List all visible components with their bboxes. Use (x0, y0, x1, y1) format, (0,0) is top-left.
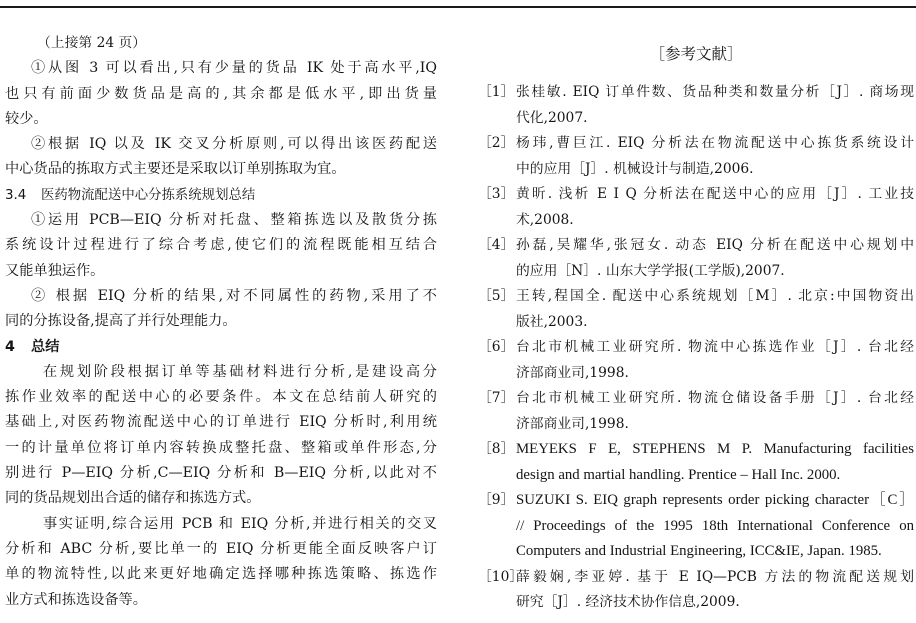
reference-text (516, 233, 914, 284)
reference-number: ［1］ (478, 84, 515, 100)
reference-number: ［8］ (478, 441, 515, 457)
reference-item (478, 565, 914, 616)
text-line: 系统设计过程进行了综合考虑,使它们的流程既能相互结合 (5, 237, 437, 254)
reference-line: 黄昕. 浅析 E I Q 分析法在配送中心的应用［J］. 工业技 (516, 186, 914, 202)
reference-line: Computers and Industrial Engineering, ICC&IE, Japan. 1985. (516, 543, 882, 559)
reference-line: 台北市机械工业研究所. 物流仓储设备手册［J］. 台北经 (516, 390, 914, 406)
top-rule (0, 6, 916, 8)
reference-text (516, 386, 914, 437)
reference-number: ［6］ (478, 339, 515, 355)
reference-number: ［7］ (478, 390, 515, 406)
text-line: 一的计量单位将订单内容转换成整托盘、整箱或单件形态,分 (5, 439, 437, 456)
reference-line: design and martial handling. Prentice – Hall Inc. 2000. (516, 466, 841, 483)
text-line: ② 根据 EIQ 分析的结果,对不同属性的药物,采用了不 (31, 287, 437, 304)
reference-item (478, 284, 914, 335)
reference-item (478, 437, 914, 488)
text-line: 又能单独运作。 (5, 262, 105, 279)
reference-line: 版社,2003. (516, 313, 588, 330)
reference-number: ［4］ (478, 237, 515, 253)
reference-line: SUZUKI S. EIQ graph represents order picking character［C］ (516, 492, 914, 508)
reference-list (478, 80, 914, 616)
section-heading-3-4 (5, 183, 437, 208)
paragraph-conclusion-2 (5, 512, 437, 613)
paragraph-eiq-results (5, 284, 437, 335)
text-line: 拣作业效率的配送中心的必要条件。本文在总结前人研究的 (5, 389, 437, 406)
section-title: 总结 (31, 338, 60, 355)
section-number: 4 (5, 338, 15, 355)
reference-item (478, 131, 914, 182)
reference-item (478, 386, 914, 437)
paragraph-pcb-eiq (5, 208, 437, 284)
text-line: 在规划阶段根据订单等基础材料进行分析,是建设高分 (43, 363, 437, 380)
reference-text (516, 335, 914, 386)
text-line: ①运用 PCB—EIQ 分析对托盘、整箱拣选以及散货分拣 (31, 212, 437, 229)
reference-line: 薛毅娴,李亚婷. 基于 E IQ—PCB 方法的物流配送规划 (516, 568, 914, 585)
reference-text (516, 182, 914, 233)
reference-number: ［9］ (478, 492, 515, 508)
reference-number: ［5］ (478, 288, 515, 304)
continued-from-note: （上接第 24 页） (37, 35, 147, 51)
reference-item (478, 80, 914, 131)
text-line: 业方式和拣选设备等。 (5, 591, 147, 608)
text-line: 分析和 ABC 分析,要比单一的 EIQ 分析更能全面反映客户订 (5, 540, 437, 557)
reference-item (478, 182, 914, 233)
reference-line: 济部商业司,1998. (516, 364, 629, 381)
paragraph-iq-ik-cross (5, 132, 437, 183)
reference-line: 代化,2007. (516, 109, 588, 126)
reference-number: ［3］ (478, 186, 515, 202)
text-line: 较少。 (5, 110, 48, 127)
reference-item (478, 233, 914, 284)
text-line: 也只有前面少数货品是高的,其余都是低水平,即出货量 (5, 85, 437, 102)
reference-line: 术,2008. (516, 211, 574, 228)
reference-text (516, 488, 914, 565)
reference-text (516, 284, 914, 335)
text-line: 中心货品的拣取方式主要还是采取以订单别拣取为宜。 (5, 161, 346, 178)
text-line: 基础上,对医药物流配送中心的订单进行 EIQ 分析时,利用统 (5, 414, 437, 431)
reference-line: MEYEKS F E, STEPHENS M P. Manufacturing facilities (516, 441, 914, 457)
reference-line: 研究［J］. 经济技术协作信息,2009. (516, 594, 740, 610)
reference-line: 张桂敏. EIQ 订单件数、货品种类和数量分析［J］. 商场现 (516, 84, 914, 100)
text-line: 同的分拣设备,提高了并行处理能力。 (5, 313, 237, 330)
reference-line: 杨玮,曹巨江. EIQ 分析法在物流配送中心拣货系统设计 (516, 135, 914, 151)
text-line: 事实证明,综合运用 PCB 和 EIQ 分析,并进行相关的交叉 (43, 515, 437, 532)
reference-number: ［10］ (478, 568, 524, 585)
text-line: 别进行 P—EIQ 分析,C—EIQ 分析和 B—EIQ 分析,以此对不 (5, 465, 437, 482)
text-line: 单的物流特性,以此来更好地确定选择哪种拣选策略、拣选作 (5, 566, 437, 583)
paragraph-iq-analysis (5, 56, 437, 132)
section-number: 3.4 (5, 187, 27, 203)
reference-text (516, 437, 914, 488)
reference-line: 的应用［N］. 山东大学学报(工学版),2007. (516, 262, 785, 279)
reference-text (516, 131, 914, 182)
references-column (478, 42, 914, 616)
reference-line: 台北市机械工业研究所. 物流中心拣选作业［J］. 台北经 (516, 339, 914, 355)
reference-item (478, 488, 914, 565)
reference-text (516, 565, 914, 616)
references-title: ［参考文献］ (649, 45, 743, 63)
text-line: 同的货品规划出合适的储存和拣选方式。 (5, 490, 261, 507)
reference-line: // Proceedings of the 1995 18th International Conference on (516, 517, 914, 534)
text-line: ②根据 IQ 以及 IK 交叉分析原则,可以得出该医药配送 (31, 136, 437, 153)
reference-line: 中的应用［J］. 机械设计与制造,2006. (516, 160, 754, 177)
section-heading-4 (5, 335, 437, 360)
reference-number: ［2］ (478, 135, 515, 151)
reference-text (516, 80, 914, 131)
reference-line: 王转,程国全. 配送中心系统规划［M］. 北京:中国物资出 (516, 288, 914, 304)
reference-item (478, 335, 914, 386)
reference-line: 济部商业司,1998. (516, 415, 629, 432)
text-line: ①从图 3 可以看出,只有少量的货品 IK 处于高水平,IQ (31, 60, 437, 77)
section-title: 医药物流配送中心分拣系统规划总结 (41, 187, 256, 203)
paragraph-conclusion-1 (5, 360, 437, 512)
left-column (5, 31, 437, 613)
reference-line: 孙磊,吴耀华,张冠女. 动态 EIQ 分析在配送中心规划中 (516, 237, 914, 253)
